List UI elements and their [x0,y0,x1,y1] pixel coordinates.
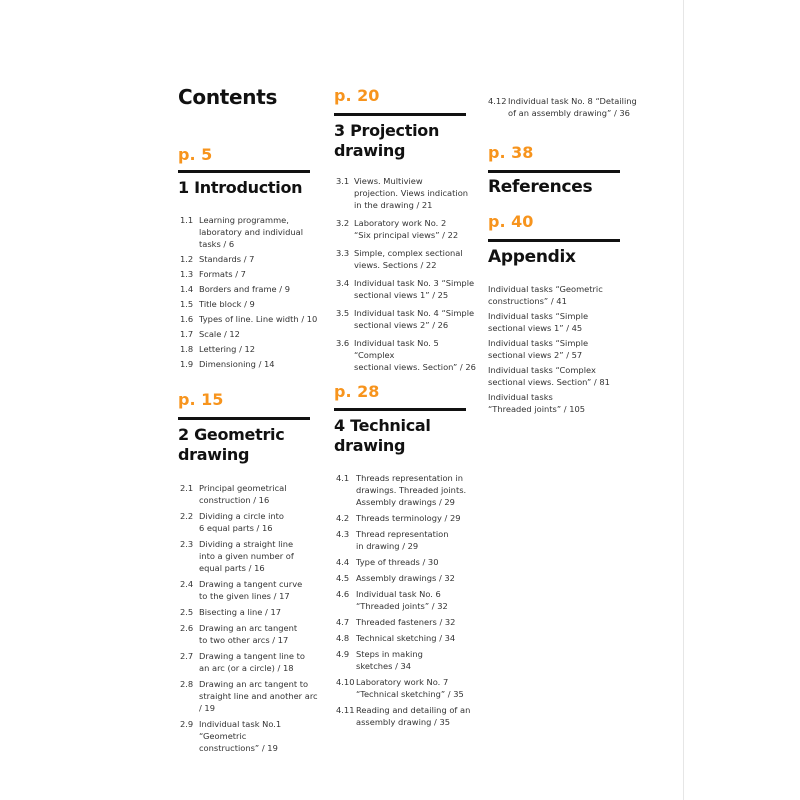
toc-item-number: 4.2 [336,513,350,523]
page-number: p. 40 [488,212,534,231]
page-number: p. 20 [334,86,380,105]
toc-item-text: Formats / 7 [199,269,246,279]
toc-item[interactable] [180,298,320,310]
toc-item-number: 3.4 [336,278,350,288]
toc-item[interactable] [180,678,320,714]
toc-item-text: Individual tasks “Simple sectional views 2” / 57 [488,338,589,360]
toc-item-text: Individual task No. 5 “Complex sectional views. Section” / 26 [354,338,476,372]
section-heading: 3 Projection drawing [334,121,440,160]
toc-item-number: 4.1 [336,473,350,483]
toc-item[interactable] [180,510,320,534]
toc-item-number: 4.6 [336,589,350,599]
toc-item-text: Technical sketching / 34 [356,633,456,643]
toc-item-number: 4.7 [336,617,350,627]
toc-item-text: Individual tasks “Geometric constructions” / 41 [488,284,603,306]
toc-item-text: Threads representation in drawings. Threaded joints. Assembly drawings / 29 [356,473,467,507]
toc-item[interactable] [180,358,320,370]
toc-item-text: Drawing a tangent curve to the given lines / 17 [199,579,303,601]
toc-item[interactable] [336,648,476,672]
toc-item-text: Reading and detailing of an assembly drawing / 35 [356,705,471,727]
toc-item[interactable] [180,328,320,340]
toc-item[interactable] [488,337,628,361]
toc-item-text: Bisecting a line / 17 [199,607,282,617]
section-heading: References [488,177,593,197]
toc-list [336,472,476,732]
toc-item[interactable] [336,704,476,728]
toc-item-text: Threads terminology / 29 [356,513,461,523]
toc-item[interactable] [336,307,476,331]
toc-list [180,214,320,373]
page-number: p. 15 [178,390,224,409]
toc-item[interactable] [180,606,320,618]
toc-list [180,482,320,758]
section-rule [178,417,310,420]
toc-item-number: 4.3 [336,529,350,539]
toc-item-text: Individual task No. 4 “Simple sectional views 2” / 26 [354,308,475,330]
toc-item[interactable] [336,512,476,524]
toc-item[interactable] [336,632,476,644]
toc-item-number: 1.7 [180,329,194,339]
toc-item-text: Individual task No. 6 “Threaded joints” / 32 [356,589,448,611]
toc-item[interactable] [180,650,320,674]
toc-item[interactable] [180,214,320,250]
toc-item[interactable] [180,313,320,325]
toc-item[interactable] [180,622,320,646]
toc-item[interactable] [180,718,320,754]
page-title: Contents [178,85,278,109]
toc-item-text: Lettering / 12 [199,344,256,354]
toc-item-text: Drawing a tangent line to an arc (or a circle) / 18 [199,651,305,673]
toc-item-text: Views. Multiview projection. Views indication in the drawing / 21 [354,176,469,210]
toc-item[interactable] [488,310,628,334]
toc-item-number: 2.4 [180,579,194,589]
page-number: p. 28 [334,382,380,401]
toc-item-text: Types of line. Line width / 10 [199,314,318,324]
toc-item-text: Standards / 7 [199,254,255,264]
toc-item[interactable] [180,482,320,506]
toc-item-number: 3.3 [336,248,350,258]
page-edge [683,0,684,800]
appendix-list [488,283,628,418]
toc-item-text: Threaded fasteners / 32 [356,617,456,627]
toc-item-number: 2.2 [180,511,194,521]
toc-item-text: Individual tasks “Simple sectional views 1” / 45 [488,311,589,333]
toc-item-text: Drawing an arc tangent to two other arcs / 17 [199,623,298,645]
section-rule [488,170,620,173]
toc-list [336,175,476,379]
toc-item[interactable] [336,616,476,628]
toc-item[interactable] [180,343,320,355]
toc-item-number: 1.2 [180,254,194,264]
toc-item[interactable] [180,268,320,280]
toc-item-text: Individual task No. 8 “Detailing of an assembly drawing” / 36 [508,96,637,118]
toc-item[interactable] [336,247,476,271]
toc-item-text: Dividing a circle into 6 equal parts / 16 [199,511,284,533]
toc-item[interactable] [336,217,476,241]
toc-item-number: 3.6 [336,338,350,348]
toc-item[interactable] [336,676,476,700]
toc-item-number: 2.6 [180,623,194,633]
toc-item-number: 2.5 [180,607,194,617]
toc-item-number: 3.5 [336,308,350,318]
toc-item-number: 1.6 [180,314,194,324]
page-number: p. 5 [178,145,213,164]
section-heading: Appendix [488,247,576,267]
toc-item-text: Laboratory work No. 2 “Six principal views” / 22 [354,218,459,240]
toc-item-number: 3.2 [336,218,350,228]
toc-item-number: 2.7 [180,651,194,661]
toc-item-number: 1.8 [180,344,194,354]
toc-item-text: Individual tasks “Threaded joints” / 105 [488,392,586,414]
toc-item-number: 4.5 [336,573,350,583]
toc-item[interactable] [180,538,320,574]
section-rule [334,408,466,411]
toc-item-text: Assembly drawings / 32 [356,573,455,583]
toc-item-number: 1.4 [180,284,194,294]
section-rule [178,170,310,173]
toc-item-number: 4.10 [336,677,355,687]
toc-item-number: 2.1 [180,483,194,493]
toc-item-text: Steps in making sketches / 34 [356,649,423,671]
page-number: p. 38 [488,143,534,162]
toc-item[interactable] [488,95,638,119]
toc-item-text: Laboratory work No. 7 “Technical sketching” / 35 [356,677,464,699]
section-heading: 4 Technical drawing [334,416,431,455]
toc-item[interactable] [336,588,476,612]
toc-item-number: 4.8 [336,633,350,643]
toc-item-text: Scale / 12 [199,329,240,339]
toc-item-number: 4.9 [336,649,350,659]
toc-item[interactable] [488,391,628,415]
toc-item-number: 1.5 [180,299,194,309]
toc-item-text: Individual task No. 3 “Simple sectional views 1” / 25 [354,278,475,300]
toc-item[interactable] [336,277,476,301]
toc-item-text: Thread representation in drawing / 29 [356,529,449,551]
toc-item[interactable] [488,364,628,388]
toc-item-text: Principal geometrical construction / 16 [199,483,287,505]
toc-item-text: Simple, complex sectional views. Sections / 22 [354,248,463,270]
toc-item[interactable] [336,337,476,373]
toc-item-text: Individual task No.1 “Geometric constructions” / 19 [199,719,282,753]
toc-item-number: 1.3 [180,269,194,279]
toc-item-number: 4.12 [488,96,507,106]
toc-item-text: Type of threads / 30 [356,557,439,567]
toc-item-number: 4.11 [336,705,355,715]
toc-item-number: 2.3 [180,539,194,549]
section-rule [334,113,466,116]
section-heading: 2 Geometric drawing [178,425,285,464]
toc-item[interactable] [336,528,476,552]
toc-item-number: 4.4 [336,557,350,567]
section-rule [488,239,620,242]
toc-item-text: Title block / 9 [199,299,255,309]
toc-item-number: 2.9 [180,719,194,729]
toc-item-number: 1.1 [180,215,194,225]
section-heading: 1 Introduction [178,178,303,197]
toc-list-continued [488,95,638,123]
toc-item[interactable] [336,556,476,568]
toc-item-text: Individual tasks “Complex sectional views. Section” / 81 [488,365,610,387]
toc-item[interactable] [336,572,476,584]
toc-item-text: Dimensioning / 14 [199,359,275,369]
toc-item-number: 1.9 [180,359,194,369]
toc-item[interactable] [336,472,476,508]
toc-item[interactable] [180,253,320,265]
toc-item-number: 2.8 [180,679,194,689]
toc-item-text: Borders and frame / 9 [199,284,290,294]
toc-item-text: Drawing an arc tangent to straight line and another arc / 19 [199,679,318,713]
toc-item-text: Learning programme, laboratory and individual tasks / 6 [199,215,304,249]
toc-item-number: 3.1 [336,176,350,186]
toc-item-text: Dividing a straight line into a given number of equal parts / 16 [199,539,294,573]
toc-item[interactable] [180,283,320,295]
toc-item[interactable] [336,175,476,211]
toc-item[interactable] [488,283,628,307]
toc-item[interactable] [180,578,320,602]
